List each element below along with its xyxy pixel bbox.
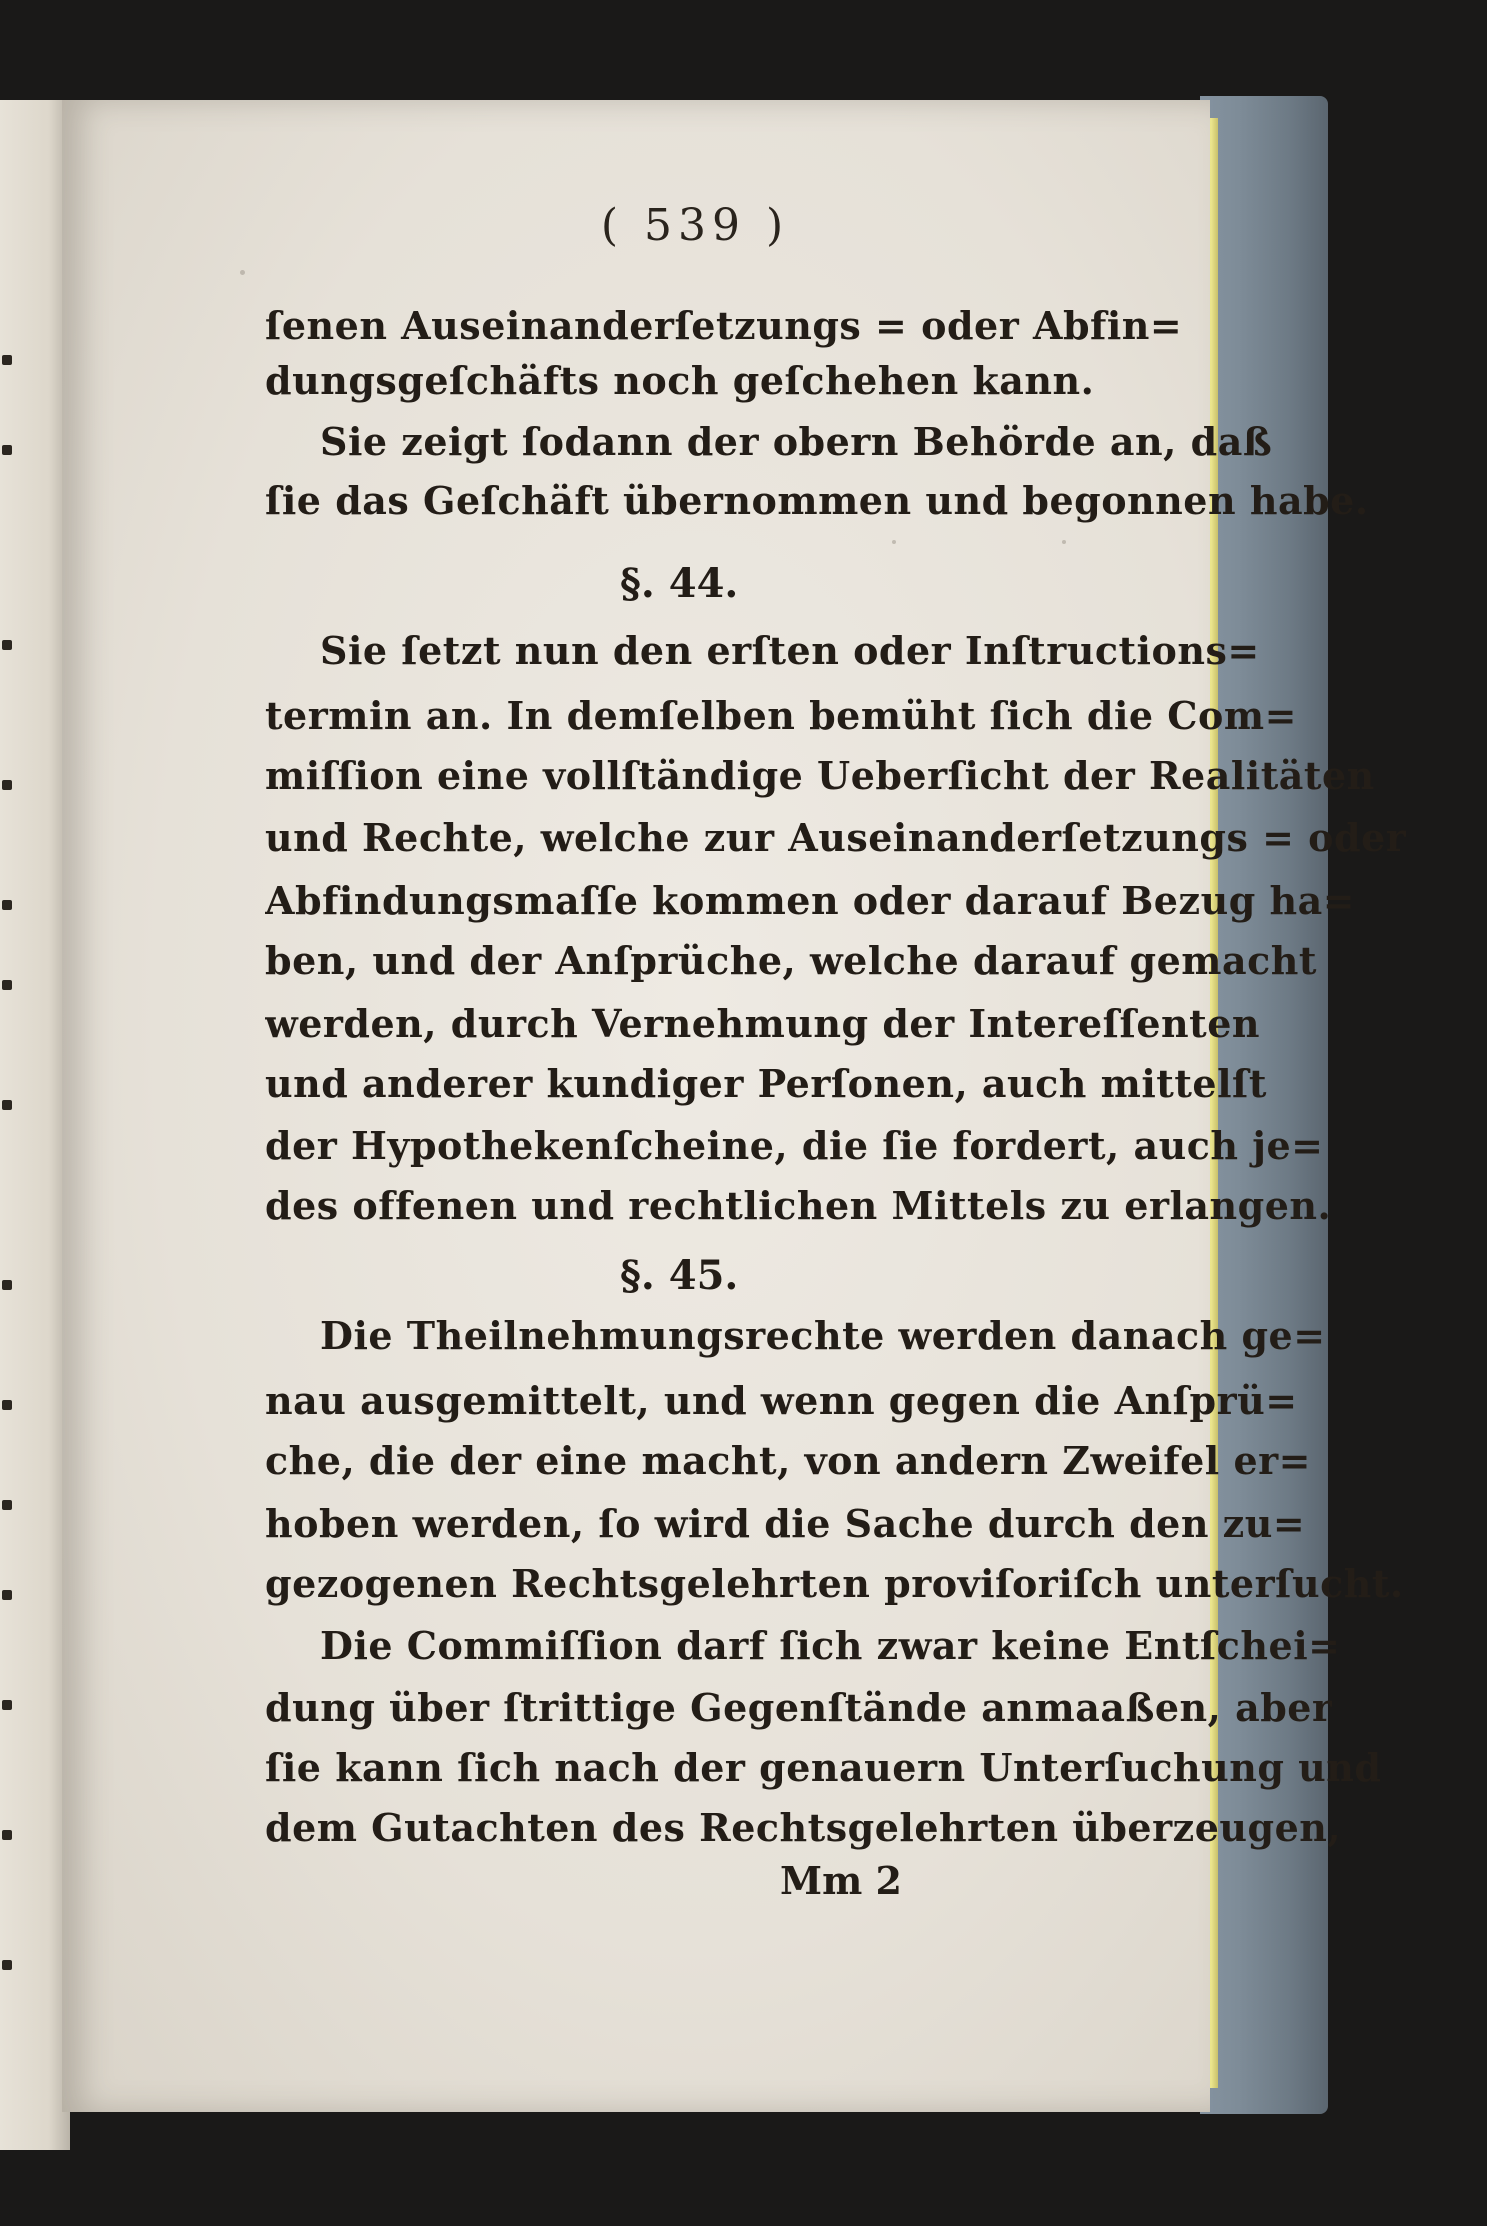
text-line: dung über ſtrittige Gegenſtände anmaaßen, aber [265,1685,1333,1730]
text-line: che, die der eine macht, von andern Zweifel er= [265,1438,1312,1483]
text-line: ſie kann ſich nach der genauern Unterſuchung und [265,1745,1382,1790]
paper-spot [1062,540,1066,544]
ink-mark [2,780,12,790]
text-line: und anderer kundiger Perſonen, auch mittelſt [265,1061,1267,1106]
text-line: hoben werden, ſo wird die Sache durch den zu= [265,1501,1306,1546]
section-heading: §. 44. [620,560,739,607]
text-line: und Rechte, welche zur Auseinanderſetzungs = oder [265,815,1407,860]
text-line: Abfindungsmaſſe kommen oder darauf Bezug ha= [265,878,1356,923]
signature-mark: Mm 2 [780,1858,902,1903]
text-line: miſſion eine vollſtändige Ueberſicht der Realitäten [265,753,1375,798]
text-line: Die Commiſſion darf ſich zwar keine Entſchei= [320,1623,1341,1668]
text-line: Die Theilnehmungsrechte werden danach ge= [320,1313,1326,1358]
ink-mark [2,1500,12,1510]
text-line: ſenen Auseinanderſetzungs = oder Abfin= [265,303,1183,348]
ink-mark [2,1700,12,1710]
ink-mark [2,640,12,650]
section-heading: §. 45. [620,1252,739,1299]
text-line: ſie das Geſchäft übernommen und begonnen habe. [265,478,1369,523]
ink-mark [2,1100,12,1110]
paper-spot [892,540,896,544]
paper-spot [240,270,245,275]
ink-mark [2,900,12,910]
ink-mark [2,1960,12,1970]
ink-mark [2,445,12,455]
ink-mark [2,355,12,365]
text-line: werden, durch Vernehmung der Intereſſenten [265,1001,1261,1046]
text-line: ben, und der Anſprüche, welche darauf gemacht [265,938,1317,983]
text-line: dem Gutachten des Rechtsgelehrten überzeugen, [265,1805,1342,1850]
ink-mark [2,1280,12,1290]
text-line: der Hypothekenſcheine, die ſie fordert, auch je= [265,1123,1324,1168]
text-line: dungsgeſchäfts noch geſchehen kann. [265,358,1095,403]
text-line: Sie zeigt ſodann der obern Behörde an, daß [320,419,1273,464]
page-number: ( 539 ) [600,200,790,251]
ink-mark [2,1400,12,1410]
text-line: gezogenen Rechtsgelehrten proviſoriſch unterſucht. [265,1561,1404,1606]
left-page-edge [0,100,70,2150]
ink-mark [2,980,12,990]
text-line: Sie ſetzt nun den erſten oder Inſtructions= [320,628,1260,673]
ink-mark [2,1830,12,1840]
text-line: termin an. In demſelben bemüht ſich die Com= [265,693,1297,738]
ink-mark [2,1590,12,1600]
text-line: des offenen und rechtlichen Mittels zu erlangen. [265,1183,1332,1228]
text-line: nau ausgemittelt, und wenn gegen die Anſprü= [265,1378,1298,1423]
